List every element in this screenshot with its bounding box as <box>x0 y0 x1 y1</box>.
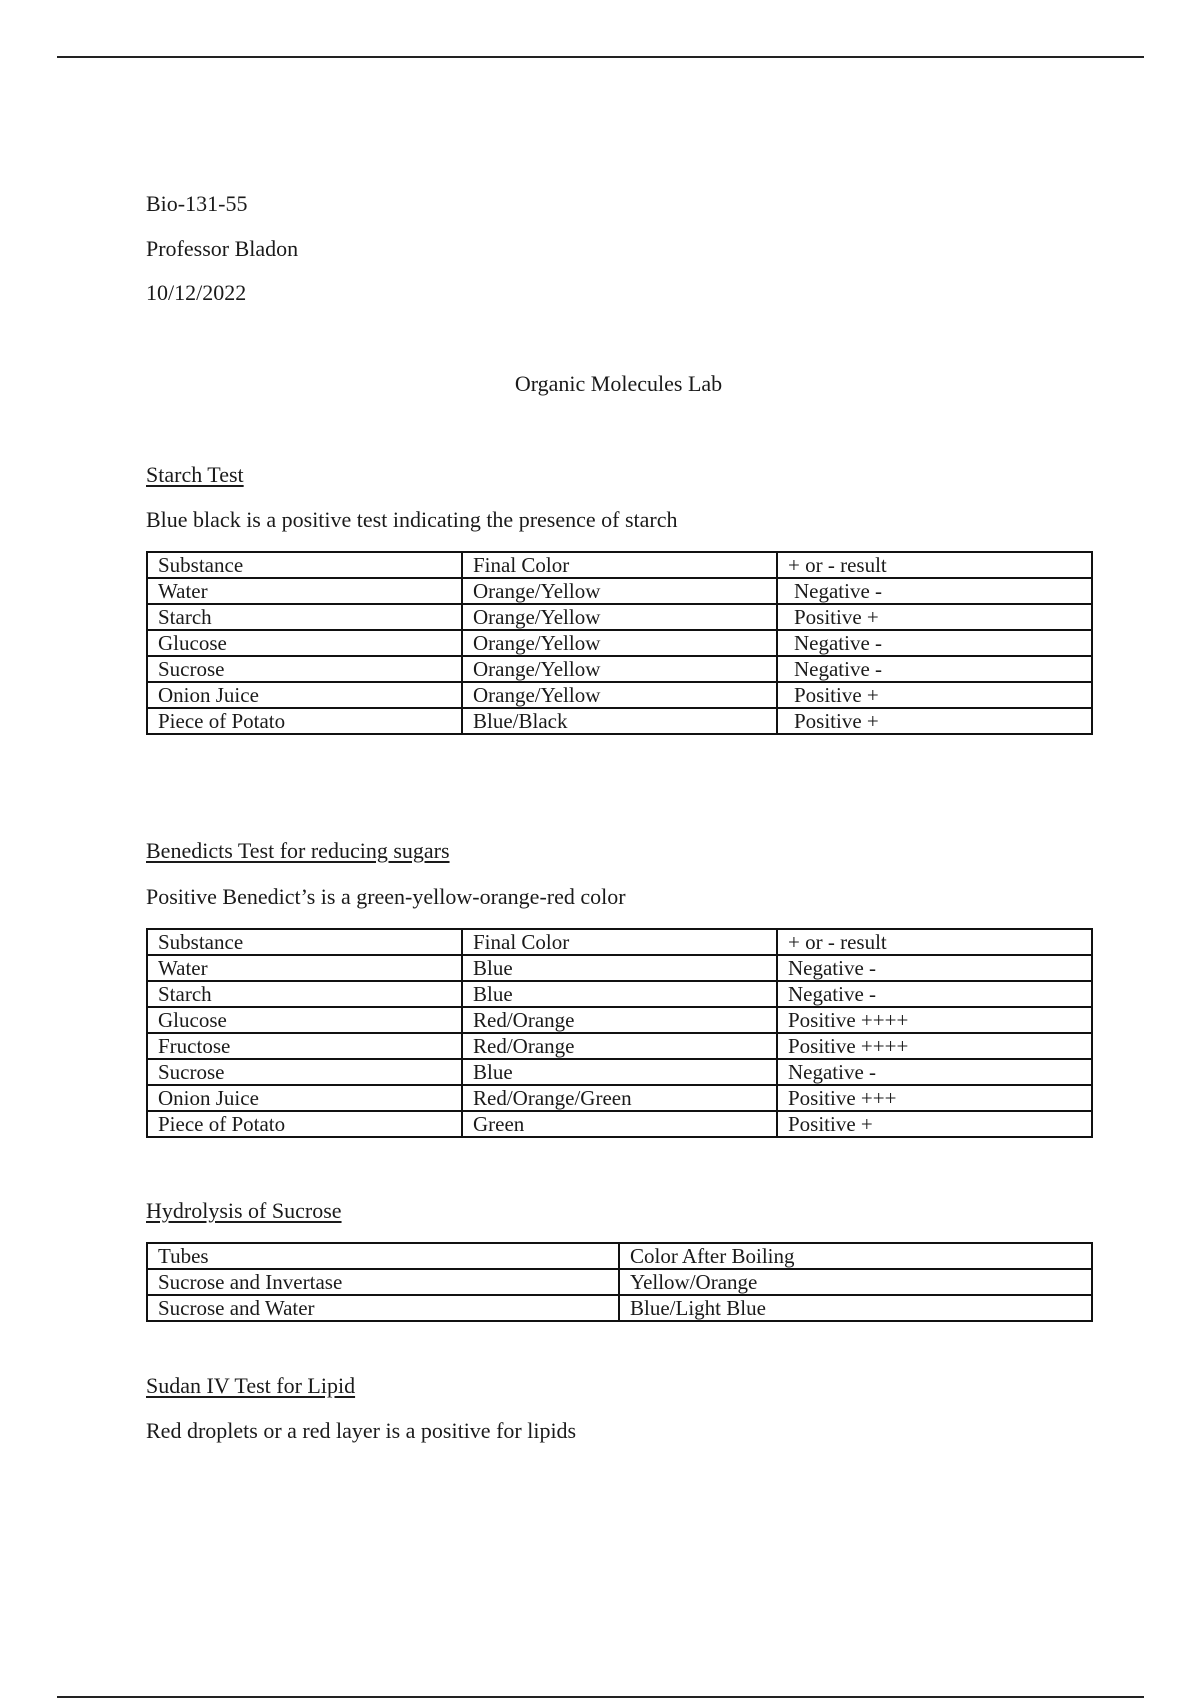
bottom-rule <box>57 1696 1144 1698</box>
table-row <box>147 1269 1092 1295</box>
color-cell: Yellow/Orange <box>619 1269 1092 1295</box>
color-cell: Blue <box>462 981 777 1007</box>
color-cell: Blue/Light Blue <box>619 1295 1092 1321</box>
result-cell: Positive +++ <box>777 1085 1092 1111</box>
color-cell: Blue <box>462 955 777 981</box>
table-row <box>147 604 1092 630</box>
result-cell: Negative - <box>777 578 1092 604</box>
substance-cell: Glucose <box>147 1007 462 1033</box>
color-cell: Red/Orange <box>462 1007 777 1033</box>
substance-cell: Piece of Potato <box>147 708 462 734</box>
result-cell: Positive ++++ <box>777 1033 1092 1059</box>
color-cell: Red/Orange/Green <box>462 1085 777 1111</box>
column-header: Substance <box>147 929 462 955</box>
table-row <box>147 1295 1092 1321</box>
column-header: + or - result <box>777 929 1092 955</box>
benedicts-heading: Benedicts Test for reducing sugars <box>146 838 450 863</box>
column-header: Color After Boiling <box>619 1243 1092 1269</box>
hydrolysis-table <box>146 1242 1093 1322</box>
substance-cell: Water <box>147 578 462 604</box>
result-cell: Positive + <box>777 708 1092 734</box>
color-cell: Orange/Yellow <box>462 630 777 656</box>
page-title: Organic Molecules Lab <box>514 371 723 396</box>
color-cell: Orange/Yellow <box>462 604 777 630</box>
table-row <box>147 1085 1092 1111</box>
starch-table <box>146 551 1093 735</box>
table-row <box>147 708 1092 734</box>
table-row <box>147 1007 1092 1033</box>
color-cell: Blue/Black <box>462 708 777 734</box>
color-cell: Red/Orange <box>462 1033 777 1059</box>
substance-cell: Onion Juice <box>147 682 462 708</box>
sudan-heading: Sudan IV Test for Lipid <box>146 1373 356 1398</box>
professor-name: Professor Bladon <box>146 236 299 261</box>
report-date: 10/12/2022 <box>146 280 247 305</box>
result-cell: Positive ++++ <box>777 1007 1092 1033</box>
result-cell: Negative - <box>777 656 1092 682</box>
column-header: Tubes <box>147 1243 619 1269</box>
table-row <box>147 630 1092 656</box>
color-cell: Blue <box>462 1059 777 1085</box>
table-header-row <box>147 1243 1092 1269</box>
substance-cell: Sucrose <box>147 656 462 682</box>
table-row <box>147 955 1092 981</box>
benedicts-table <box>146 928 1093 1138</box>
result-cell: Positive + <box>777 604 1092 630</box>
table-row <box>147 1111 1092 1137</box>
starch-description: Blue black is a positive test indicating the presence of starch <box>146 507 678 532</box>
color-cell: Green <box>462 1111 777 1137</box>
substance-cell: Onion Juice <box>147 1085 462 1111</box>
substance-cell: Piece of Potato <box>147 1111 462 1137</box>
table-row <box>147 682 1092 708</box>
tube-cell: Sucrose and Invertase <box>147 1269 619 1295</box>
result-cell: Positive + <box>777 682 1092 708</box>
color-cell: Orange/Yellow <box>462 656 777 682</box>
table-header-row <box>147 929 1092 955</box>
column-header: Final Color <box>462 552 777 578</box>
substance-cell: Starch <box>147 604 462 630</box>
substance-cell: Water <box>147 955 462 981</box>
column-header: + or - result <box>777 552 1092 578</box>
starch-heading: Starch Test <box>146 462 244 487</box>
substance-cell: Fructose <box>147 1033 462 1059</box>
substance-cell: Sucrose <box>147 1059 462 1085</box>
table-row <box>147 981 1092 1007</box>
sudan-description: Red droplets or a red layer is a positive for lipids <box>146 1418 577 1443</box>
color-cell: Orange/Yellow <box>462 682 777 708</box>
benedicts-description: Positive Benedict’s is a green-yellow-orange-red color <box>146 884 626 909</box>
result-cell: Negative - <box>777 955 1092 981</box>
result-cell: Negative - <box>777 981 1092 1007</box>
table-row <box>147 1059 1092 1085</box>
substance-cell: Starch <box>147 981 462 1007</box>
result-cell: Negative - <box>777 630 1092 656</box>
tube-cell: Sucrose and Water <box>147 1295 619 1321</box>
color-cell: Orange/Yellow <box>462 578 777 604</box>
table-row <box>147 656 1092 682</box>
top-rule <box>57 56 1144 58</box>
course-code: Bio-131-55 <box>146 191 248 216</box>
result-cell: Positive + <box>777 1111 1092 1137</box>
table-header-row <box>147 552 1092 578</box>
column-header: Substance <box>147 552 462 578</box>
table-row <box>147 1033 1092 1059</box>
column-header: Final Color <box>462 929 777 955</box>
table-row <box>147 578 1092 604</box>
hydrolysis-heading: Hydrolysis of Sucrose <box>146 1198 342 1223</box>
substance-cell: Glucose <box>147 630 462 656</box>
result-cell: Negative - <box>777 1059 1092 1085</box>
